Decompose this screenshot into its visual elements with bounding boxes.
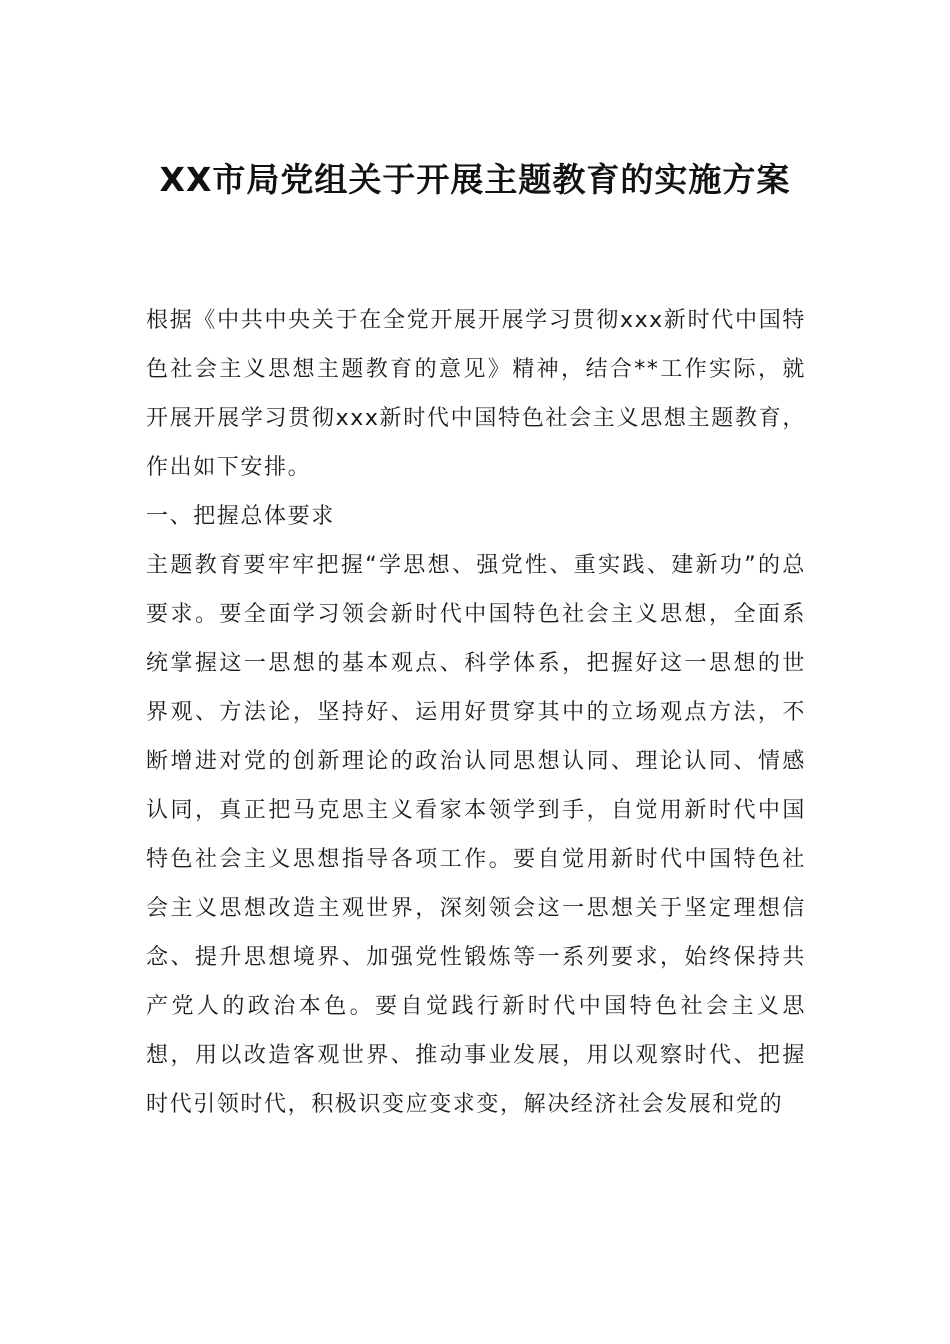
intro-paragraph: 根据《中共中央关于在全党开展开展学习贯彻xxx新时代中国特色社会主义思想主题教育的意见》精神，结合**工作实际，就开展开展学习贯彻xxx新时代中国特色社会主义思想主题教育，作出如下安排。: [146, 308, 806, 480]
section-1-paragraph: 主题教育要牢牢把握“学思想、强党性、重实践、建新功”的总要求。要全面学习领会新时代中国特色社会主义思想，全面系统掌握这一思想的基本观点、科学体系，把握好这一思想的世界观、方法论，坚持好、运用好贯穿其中的立场观点方法，不断增进对党的创新理论的政治认同思想认同、理论认同、情感认同，真正把马克思主义看家本领学到手，自觉用新时代中国特色社会主义思想指导各项工作。要自觉用新时代中国特色社会主义思想改造主观世界，深刻领会这一思想关于坚定理想信念、提升思想境界、加强党性锻炼等一系列要求，始终保持共产党人的政治本色。要自觉践行新时代中国特色社会主义思想，用以改造客观世界、推动事业发展，用以观察时代、把握时代引领时代，积极识变应变求变，解决经济社会发展和党的: [146, 553, 806, 1117]
document-body: [146, 296, 806, 1129]
section-heading-1: 一、把握总体要求: [146, 504, 335, 529]
document-title: XX市局党组关于开展主题教育的实施方案: [159, 160, 791, 199]
